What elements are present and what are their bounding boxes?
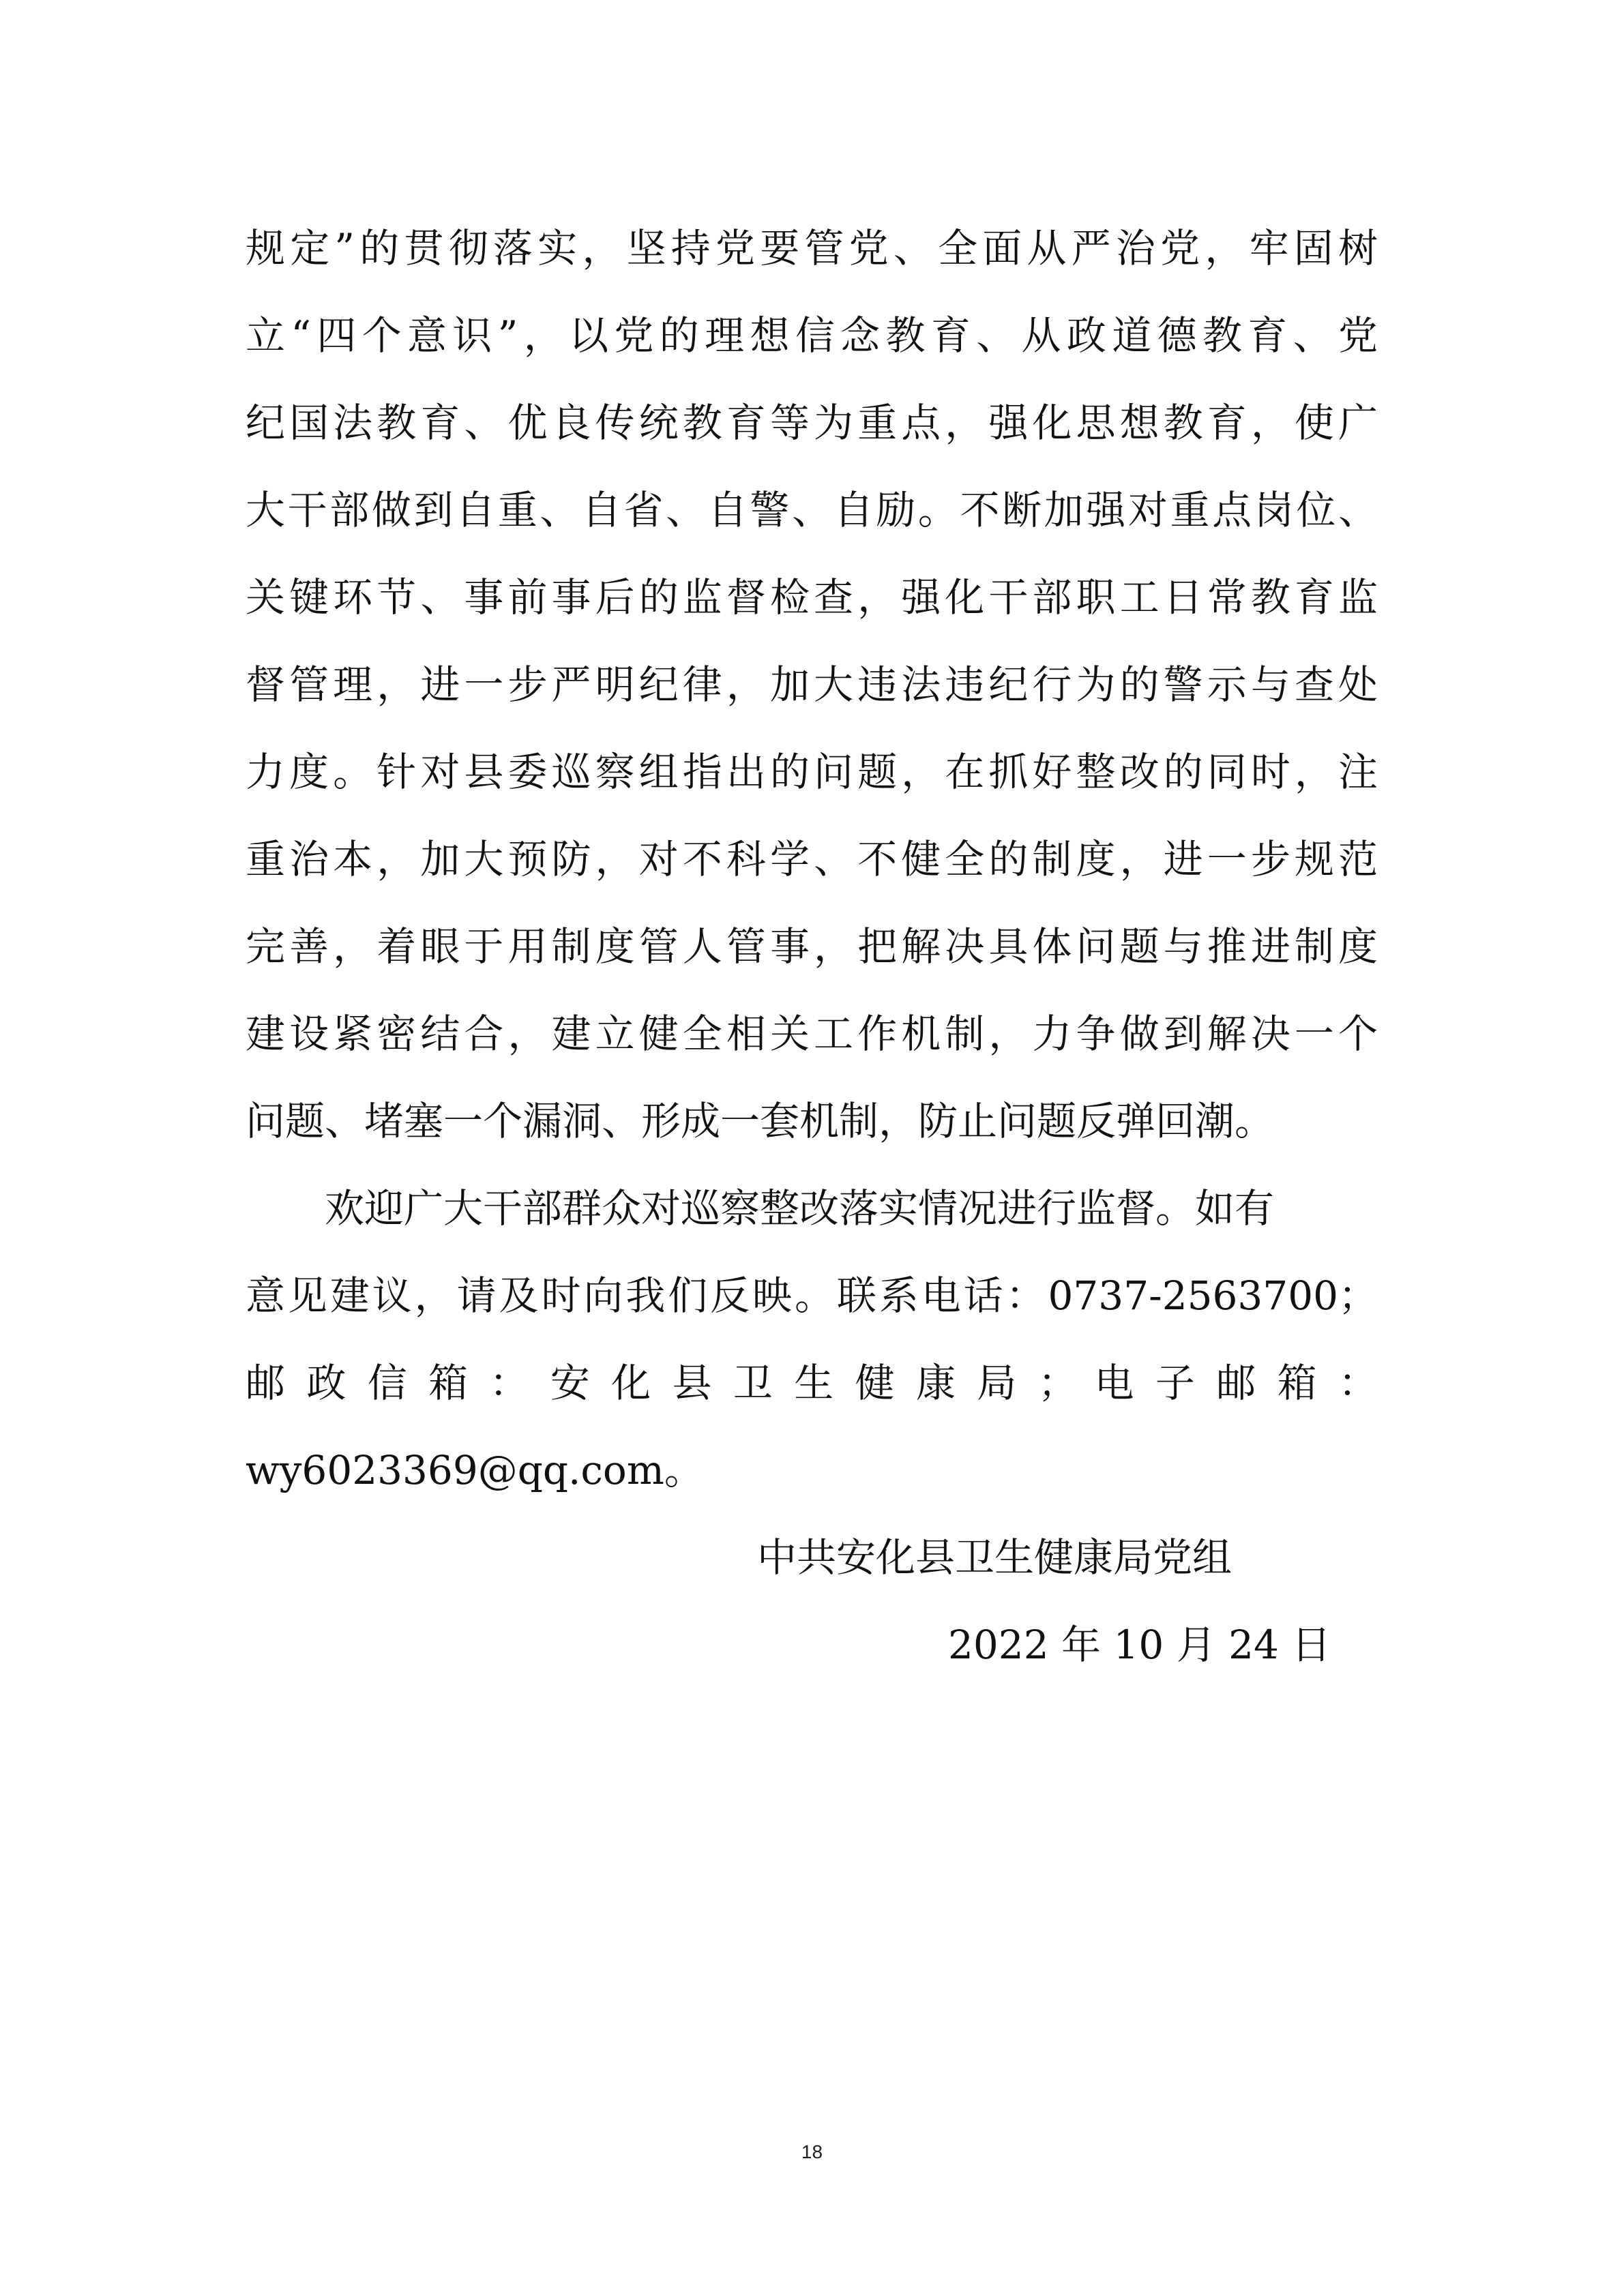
body-line: 重治本，加大预防，对不科学、不健全的制度，进一步规范 [246, 836, 1378, 882]
signature-date: 2022 年 10 月 24 日 [948, 1622, 1331, 1668]
body-line: 完善，着眼于用制度管人管事，把解决具体问题与推进制度 [246, 923, 1378, 970]
body-line: 督管理，进一步严明纪律，加大违法违纪行为的警示与查处 [246, 661, 1378, 708]
signature-organization: 中共安化县卫生健康局党组 [757, 1534, 1232, 1581]
body-line: 欢迎广大干部群众对巡察整改落实情况进行监督。如有 [246, 1185, 1275, 1232]
body-line: 意见建议，请及时向我们反映。联系电话：0737-2563700； [246, 1272, 1378, 1319]
body-line: 问题、堵塞一个漏洞、形成一套机制，防止问题反弹回潮。 [246, 1098, 1275, 1144]
body-line: 规定”的贯彻落实，坚持党要管党、全面从严治党，牢固树 [246, 225, 1378, 271]
body-line: 纪国法教育、优良传统教育等为重点，强化思想教育，使广 [246, 400, 1378, 446]
body-line: wy6023369@qq.com。 [246, 1447, 704, 1493]
body-line: 大干部做到自重、自省、自警、自励。不断加强对重点岗位、 [246, 487, 1378, 533]
page-number: 18 [801, 2141, 823, 2162]
body-line: 邮 政 信 箱 ： 安 化 县 卫 生 健 康 局 ； 电 子 邮 箱 ： [246, 1360, 1378, 1406]
body-line: 立“四个意识”，以党的理想信念教育、从政道德教育、党 [246, 312, 1378, 359]
body-line: 力度。针对县委巡察组指出的问题，在抓好整改的同时，注 [246, 749, 1378, 795]
body-line: 建设紧密结合，建立健全相关工作机制，力争做到解决一个 [246, 1011, 1378, 1057]
body-text [246, 205, 1378, 1514]
body-line: 关键环节、事前事后的监督检查，强化干部职工日常教育监 [246, 574, 1378, 621]
